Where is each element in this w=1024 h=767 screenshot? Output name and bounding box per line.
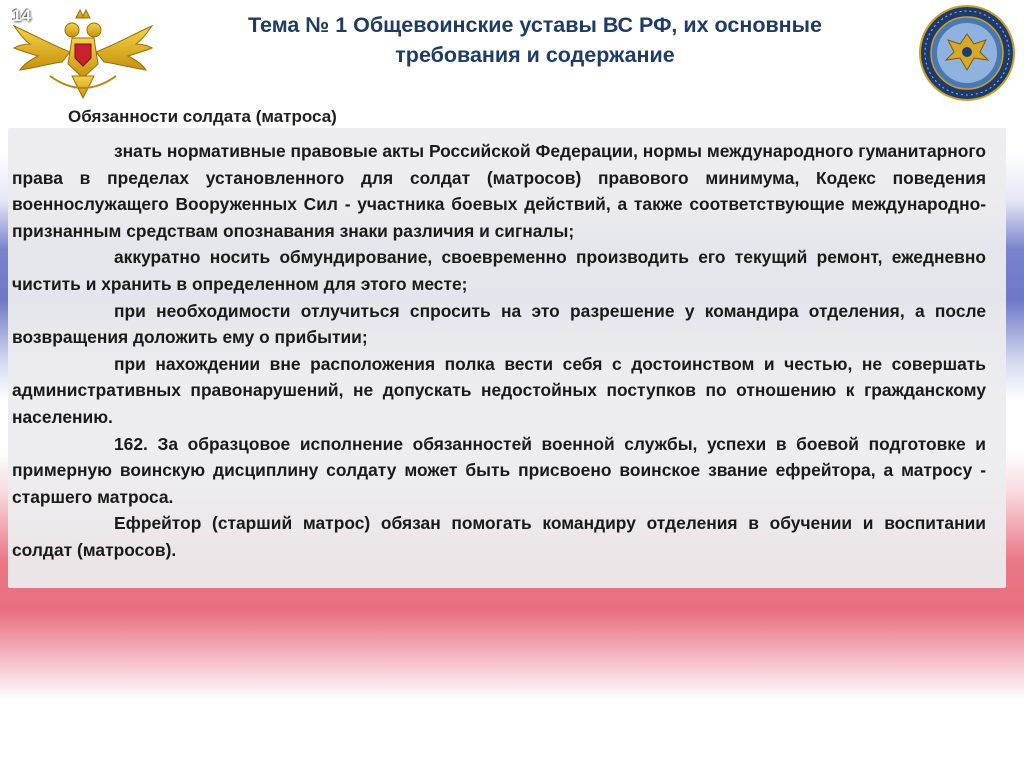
paragraph-4: при нахождении вне расположения полка вести себя с достоинством и честью, не совершать административных правонарушений, не допускать недостойных поступков по отношению к гражданскому населению. — [12, 353, 986, 427]
title-line-2: требования и содержание — [395, 43, 675, 67]
paragraph-3: при необходимости отлучиться спросить на это разрешение у командира отделения, а после возвращения доложить ему о прибытии; — [12, 300, 986, 348]
round-seal-icon — [918, 4, 1016, 102]
paragraph-5: 162. За образцовое исполнение обязанностей военной службы, успехи в боевой подготовке и примерную воинскую дисциплину солдату может быть присвоено воинское звание ефрейтора, а матросу - старшего матроса. — [12, 433, 986, 507]
slide-number: 14 — [12, 6, 31, 25]
paragraph-6: Ефрейтор (старший матрос) обязан помогать командиру отделения в обучении и воспитании солдат (матросов). — [12, 513, 986, 560]
paragraph-1: знать нормативные правовые акты Российской Федерации, нормы международного гуманитарного права в пределах установленного для солдат (матросов) правового минимума, Кодекс поведения военнослужащего Вооруженных Сил - участника боевых действий, а также соответствующие международно-признанным средствам опознавания знаки различия и сигналы; — [12, 141, 987, 241]
title-line-1: Тема № 1 Общевоинские уставы ВС РФ, их основные — [248, 13, 822, 37]
body-text — [12, 138, 986, 564]
paragraph-2: аккуратно носить обмундирование, своевременно производить его текущий ремонт, ежедневно чистить и хранить в определенном для этого месте; — [12, 247, 986, 294]
eagle-emblem-icon — [10, 4, 155, 104]
page-title — [160, 10, 910, 70]
section-subtitle: Обязанности солдата (матроса) — [68, 107, 337, 126]
